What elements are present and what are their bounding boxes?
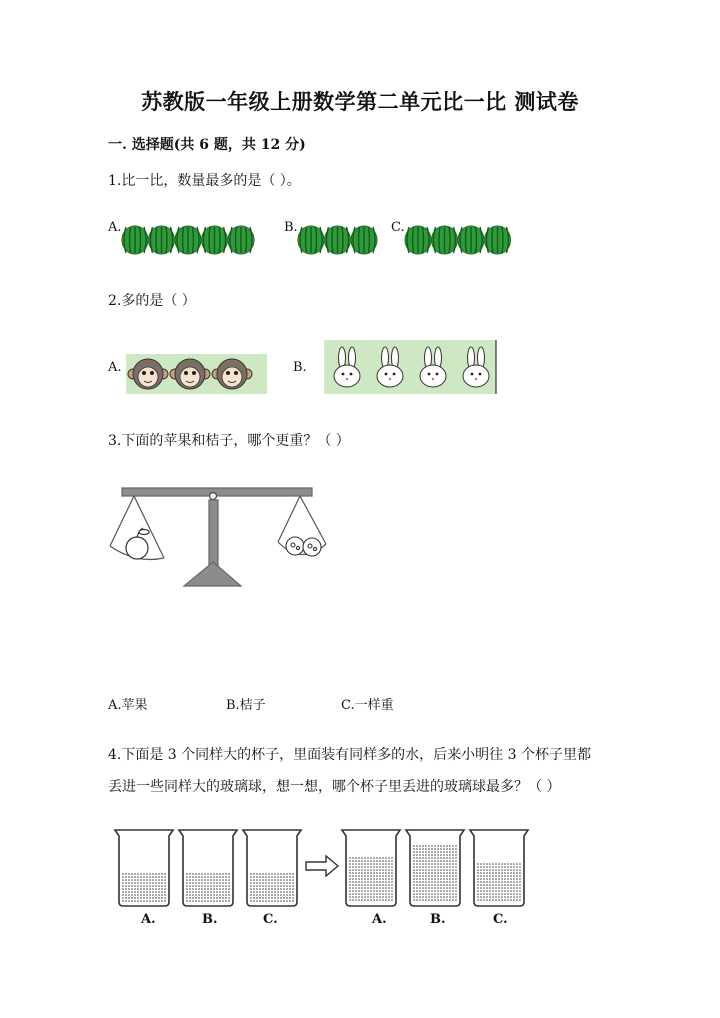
- cup-before-a: [115, 830, 173, 906]
- apple-icon: [126, 528, 149, 559]
- q2-animal-panels: [0, 336, 720, 406]
- q2-option-a-label: A.: [108, 360, 122, 375]
- q4-after-label-b: B.: [430, 912, 446, 927]
- q4-after-label-c: C.: [493, 912, 508, 927]
- watermelon-icon: [298, 226, 324, 254]
- watermelon-icon: [202, 226, 228, 254]
- q3-option-c: C.一样重: [341, 698, 394, 713]
- watermelon-icon: [458, 226, 484, 254]
- cup-before-c: [243, 830, 301, 906]
- q1-option-b-label: B.: [284, 220, 298, 235]
- q4-before-label-a: A.: [141, 912, 156, 927]
- watermelon-icon: [351, 226, 377, 254]
- page-title: 苏教版一年级上册数学第二单元比一比 测试卷: [141, 89, 579, 114]
- watermelon-icon: [175, 226, 201, 254]
- orange-icon: [286, 537, 321, 556]
- q4-cups-figure: [0, 824, 720, 934]
- watermelon-icon: [485, 226, 511, 254]
- q4-before-label-b: B.: [202, 912, 218, 927]
- arrow-right-icon: [306, 856, 338, 876]
- watermelon-icon: [228, 226, 254, 254]
- q1-watermelon-groups: [0, 210, 720, 270]
- q3-option-b: B.桔子: [226, 698, 266, 713]
- cup-after-c: [470, 830, 528, 906]
- question-4-text-line2: 丢进一些同样大的玻璃球，想一想，哪个杯子里丢进的玻璃球最多？（ ）: [108, 779, 561, 795]
- question-2-text: 2.多的是（ ）: [108, 293, 196, 309]
- q4-after-label-a: A.: [372, 912, 387, 927]
- cup-before-b: [179, 830, 237, 906]
- watermelon-icon: [405, 226, 431, 254]
- cup-after-b: [406, 830, 464, 906]
- q4-before-label-c: C.: [263, 912, 278, 927]
- balance-scale-figure: [106, 474, 326, 594]
- watermelon-icon: [432, 226, 458, 254]
- watermelon-icon: [149, 226, 175, 254]
- q2-option-b-label: B.: [293, 360, 307, 375]
- question-1-text: 1.比一比，数量最多的是（ ）。: [108, 173, 301, 189]
- cup-after-a: [342, 830, 400, 906]
- q1-option-a-label: A.: [108, 220, 122, 235]
- question-4-text-line1: 4.下面是 3 个同样大的杯子，里面装有同样多的水，后来小明往 3 个杯子里都: [108, 747, 591, 763]
- watermelon-icon: [325, 226, 351, 254]
- question-3-text: 3.下面的苹果和桔子，哪个更重？（ ）: [108, 433, 350, 449]
- section-heading: 一. 选择题(共 6 题，共 12 分): [108, 137, 306, 153]
- q3-option-a: A.苹果: [108, 698, 148, 713]
- q1-option-c-label: C.: [391, 220, 405, 235]
- watermelon-icon: [122, 226, 148, 254]
